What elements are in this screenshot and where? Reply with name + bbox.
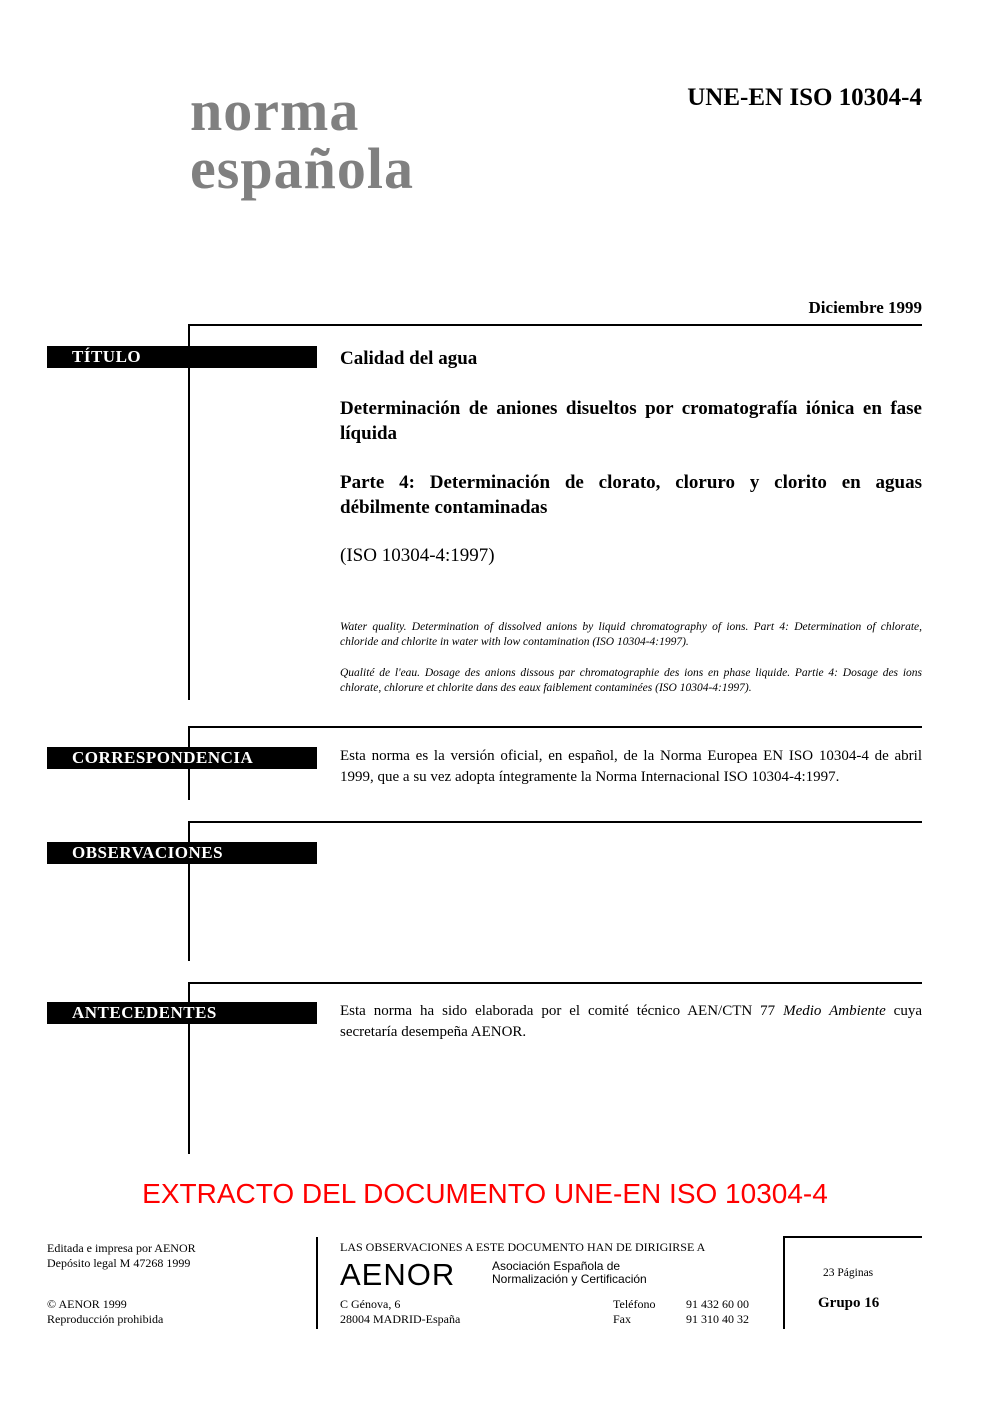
footer-copyright xyxy=(47,1297,163,1327)
fax-label: Fax xyxy=(613,1312,631,1326)
committee-name: Medio Ambiente xyxy=(783,1003,886,1019)
correspondencia-top-rule xyxy=(188,726,922,728)
observations-notice: LAS OBSERVACIONES A ESTE DOCUMENTO HAN DE DIRIGIRSE A xyxy=(340,1240,706,1254)
association-name xyxy=(492,1260,647,1286)
footer-box-top-rule xyxy=(783,1236,922,1238)
correspondencia-text: Esta norma es la versión oficial, en español, de la Norma Europea EN ISO 10304-4 de abril 1999, que a su vez adopta íntegramente la Norma Internacional ISO 10304-4:1997. xyxy=(340,748,922,785)
address xyxy=(340,1297,460,1327)
iso-reference: (ISO 10304-4:1997) xyxy=(340,545,495,566)
association-line-1: Asociación Española de xyxy=(492,1259,621,1273)
antecedentes-text xyxy=(340,1001,922,1043)
footer-divider-left xyxy=(316,1237,318,1329)
titulo-top-rule xyxy=(188,324,922,326)
legal-deposit: Depósito legal M 47268 1999 xyxy=(47,1256,191,1270)
footer-publisher xyxy=(47,1241,196,1271)
fax-number: 91 310 40 32 xyxy=(686,1312,749,1326)
contact-values xyxy=(686,1297,749,1327)
section-label-titulo: TÍTULO xyxy=(47,346,317,368)
phone-number: 91 432 60 00 xyxy=(686,1297,749,1311)
brand-title xyxy=(190,78,414,201)
page-count: 23 Páginas xyxy=(823,1267,874,1279)
phone-label: Teléfono xyxy=(613,1297,656,1311)
title-secondary: Determinación de aniones disueltos por cromatografía iónica en fase líquida xyxy=(340,398,922,444)
title-primary: Calidad del agua xyxy=(340,348,478,369)
section-label-antecedentes: ANTECEDENTES xyxy=(47,1002,317,1024)
titulo-vertical-rule xyxy=(188,324,190,700)
contact-labels xyxy=(613,1297,655,1327)
reproduction-notice: Reproducción prohibida xyxy=(47,1312,164,1326)
title-french: Qualité de l'eau. Dosage des anions dissous par chromatographie des ions en phase liquide. Partie 4: Dosage des ions chlorate, chlorure et chlorite dans des eaux faiblement contaminées (ISO 10304-4:1997). xyxy=(340,667,922,694)
title-english: Water quality. Determination of dissolved anions by liquid chromatography of ions. Part 4: Determination of chlorate, chloride and chlorite in water with low contamination (ISO 10304-4:1997). xyxy=(340,621,922,648)
brand-line-2: española xyxy=(190,136,414,201)
association-line-2: Normalización y Certificación xyxy=(492,1272,647,1286)
copyright: © AENOR 1999 xyxy=(47,1297,127,1311)
address-street: C Génova, 6 xyxy=(340,1297,401,1311)
observaciones-top-rule xyxy=(188,821,922,823)
section-label-correspondencia: CORRESPONDENCIA xyxy=(47,747,317,769)
publication-date: Diciembre 1999 xyxy=(808,298,922,317)
document-number: UNE-EN ISO 10304-4 xyxy=(687,84,922,111)
section-label-observaciones: OBSERVACIONES xyxy=(47,842,317,864)
aenor-logo: AENOR xyxy=(340,1257,456,1292)
extract-notice: EXTRACTO DEL DOCUMENTO UNE-EN ISO 10304-4 xyxy=(142,1178,828,1209)
antecedentes-text-end: cuya secretaría desempeña AENOR. xyxy=(340,1003,922,1040)
antecedentes-text-start: Esta norma ha sido elaborada por el comité técnico AEN/CTN 77 xyxy=(340,1003,784,1019)
antecedentes-top-rule xyxy=(188,982,922,984)
title-part: Parte 4: Determinación de clorato, cloruro y clorito en aguas débilmente contaminadas xyxy=(340,472,922,518)
edited-by: Editada e impresa por AENOR xyxy=(47,1241,196,1255)
price-group: Grupo 16 xyxy=(818,1295,880,1311)
address-city: 28004 MADRID-España xyxy=(340,1312,461,1326)
footer-divider-right xyxy=(783,1236,785,1329)
brand-line-1: norma xyxy=(190,78,360,143)
